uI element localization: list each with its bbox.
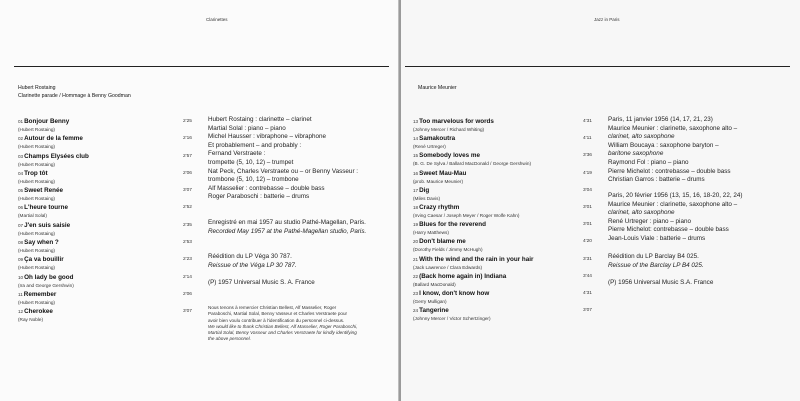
track-row [413, 290, 601, 307]
track-row [18, 187, 198, 204]
text-line: Paraboschi, Martial Solal, Benny Vasseur et Charles Verstraete pour [208, 311, 348, 317]
text-line: trompette (5, 10, 12) – trumpet [208, 158, 294, 166]
credits-copyright [208, 279, 315, 288]
text-line: René Urtreger : piano – piano [608, 217, 691, 225]
track-composer: (Hubert Rostaing) [18, 178, 55, 184]
track-row [413, 307, 601, 324]
track-row [18, 274, 198, 291]
track-number: 14 [413, 136, 419, 142]
text-line: Enregistré en mai 1957 au studio Pathé-Magellan, Paris. [208, 219, 366, 226]
track-duration: 2'57 [183, 153, 192, 159]
track-number: 23 [413, 290, 419, 296]
track-row [413, 152, 601, 169]
track-title-line [18, 153, 198, 161]
text-line: Hubert Rostaing : clarinette – clarinet [208, 116, 312, 123]
track-title-line [18, 274, 198, 282]
track-title-line [18, 256, 198, 264]
track-title-line [413, 204, 601, 212]
track-duration: 3'01 [583, 222, 592, 228]
track-composer: (Ballard MacDonald) [413, 281, 456, 287]
track-number: 12 [18, 309, 24, 315]
track-title: (Back home again in) Indiana [419, 272, 507, 280]
track-title: Trop tôt [24, 169, 48, 177]
text-line: Martial Solal : piano – piano [208, 124, 286, 132]
text-line: Christian Garros : batterie – drums [608, 176, 705, 184]
track-number: 08 [18, 240, 24, 246]
track-duration: 2'16 [183, 136, 192, 142]
track-number: 19 [413, 222, 419, 228]
track-number: 18 [413, 204, 419, 210]
track-title-line [18, 135, 198, 143]
track-title-line [413, 170, 601, 178]
right-page [401, 0, 800, 401]
track-title: Champs Elysées club [24, 152, 89, 160]
text-line: Et probablement – and probably : [208, 141, 302, 149]
track-title: L'heure tourne [24, 204, 68, 212]
track-composer: (Hubert Rostaing) [18, 161, 55, 167]
track-title: Cherokee [24, 308, 53, 316]
text-line: Maurice Meunier : clarinette, saxophone alto – [608, 200, 738, 208]
text-line: Martial Solal, Benny Vasseur and Charles Verstraete for kindly identifying [208, 330, 357, 336]
track-title: Remember [23, 290, 57, 298]
track-composer: (Johnny Mercer / Richard Whiting) [413, 127, 485, 132]
track-number: 01 [18, 119, 24, 124]
track-composer: (Hubert Rostaing) [18, 265, 55, 271]
track-title-line [413, 118, 601, 126]
text-line: Alf Masselier : contrebasse – double bass [208, 184, 325, 192]
track-title-line [18, 222, 198, 230]
running-head: Clarinettes [206, 17, 228, 22]
credits-reissue [608, 253, 704, 270]
track-row [18, 153, 198, 170]
track-duration: 4'11 [583, 136, 592, 142]
track-row [413, 238, 601, 255]
text-line: Fernand Verstraete : [208, 150, 266, 158]
text-line: clarinet, alto saxophone [608, 209, 675, 217]
track-title: Dig [419, 186, 430, 194]
text-line: Maurice Meunier : clarinette, saxophone alto – [608, 124, 738, 132]
track-duration: 3'36 [583, 153, 592, 159]
track-number: 09 [18, 257, 24, 263]
track-composer: (Ira and George Gershwin) [18, 282, 74, 288]
track-duration: 2'53 [183, 240, 192, 246]
track-title-line [18, 239, 198, 247]
track-title-line [413, 307, 601, 315]
track-composer: (Hubert Rostaing) [18, 248, 55, 254]
track-composer: (Hubert Rostaing) [18, 144, 55, 150]
track-title-line [413, 273, 601, 281]
track-duration: 3'04 [583, 187, 592, 193]
text-line: Reissue of the Véga LP 30 787. [208, 261, 297, 269]
track-duration: 2'14 [183, 274, 192, 280]
track-duration: 2'25 [183, 119, 192, 124]
track-title-line [18, 204, 198, 212]
acknowledgements [208, 305, 357, 343]
track-title: Blues for the reverend [419, 221, 486, 229]
track-duration: 2'52 [183, 205, 192, 211]
text-line: Pierre Michelot : contrebasse – double bass [608, 167, 731, 175]
track-row [413, 170, 601, 187]
track-row [413, 273, 601, 290]
track-title-line [413, 135, 601, 143]
text-line: Réédition du LP Véga 30 787. [208, 253, 292, 260]
track-title: Sweet Mau-Mau [419, 169, 467, 177]
track-row [18, 135, 198, 152]
text-line: (P) 1956 Universal Music S.A. France [608, 279, 714, 286]
header-rule [14, 66, 389, 67]
text-line: Réédition du LP Barclay B4 025. [608, 253, 699, 260]
track-duration: 2'35 [183, 222, 192, 228]
track-title-line [413, 187, 601, 195]
track-duration: 4'20 [583, 239, 592, 245]
track-title: Somebody loves me [419, 152, 481, 160]
track-title: Oh lady be good [24, 273, 74, 281]
track-row [18, 256, 198, 273]
track-composer: (Irving Caesar / Joseph Meyer / Roger Wolfe Kahn) [413, 212, 520, 218]
track-number: 16 [413, 170, 419, 176]
track-title-line [18, 187, 198, 195]
track-number: 07 [18, 222, 24, 228]
track-title: Ça va bouillir [24, 256, 64, 264]
track-duration: 2'06 [183, 291, 192, 297]
track-row [18, 118, 198, 135]
track-row [413, 135, 601, 152]
track-row [413, 187, 601, 204]
text-line: Jean-Louis Viale : batterie – drums [608, 234, 706, 242]
track-composer: (Dorothy Fields / Jimmy McHugh) [413, 247, 483, 253]
track-duration: 2'06 [183, 170, 192, 176]
track-number: 10 [18, 274, 24, 280]
track-duration: 3'44 [583, 273, 592, 279]
track-composer: (Jack Lawrence / Clara Edwards) [413, 264, 483, 270]
track-title-line [413, 238, 601, 246]
track-duration: 3'07 [183, 309, 192, 315]
track-title: Say when ? [24, 239, 59, 247]
text-line: Paris, 11 janvier 1956 (14, 17, 21, 23) [608, 116, 713, 123]
track-number: 21 [413, 256, 419, 262]
track-number: 05 [18, 188, 24, 194]
track-composer: (Hubert Rostaing) [18, 230, 55, 236]
track-duration: 2'23 [183, 257, 192, 263]
text-line: Raymond Fol : piano – piano [608, 158, 689, 166]
track-composer: (Harry Matthews) [413, 230, 449, 236]
text-line: clarinet, alto saxophone [608, 133, 675, 141]
credits-reissue [208, 253, 297, 270]
text-line: the above personnel. [208, 336, 251, 342]
track-number: 24 [413, 308, 419, 314]
track-composer: (René Urtreger) [413, 144, 446, 150]
track-duration: 4'31 [583, 290, 592, 296]
track-title-line [413, 221, 601, 229]
track-title: Autour de la femme [24, 135, 83, 143]
track-title: With the wind and the rain in your hair [419, 255, 534, 263]
track-composer: (Hubert Rostaing) [18, 196, 55, 202]
track-number: 22 [413, 273, 419, 279]
track-number: 03 [18, 153, 24, 159]
track-composer: (Johnny Mercer / Victor Schertzinger) [413, 316, 491, 322]
track-title-line [413, 152, 601, 160]
tracklist [18, 118, 198, 326]
track-row [18, 308, 198, 325]
track-row [18, 239, 198, 256]
track-duration: 3'07 [583, 308, 592, 314]
text-line: trombone (5, 10, 12) – trombone [208, 176, 299, 184]
tracklist [413, 118, 601, 324]
track-number: 17 [413, 187, 419, 193]
text-line: Reissue of the Barclay LP B4 025. [608, 261, 704, 269]
track-number: 06 [18, 205, 24, 211]
text-line: avoir bien voulu contribuer à l'identification du personnel ci-dessus. [208, 317, 345, 323]
track-row [18, 291, 198, 308]
credits-copyright [608, 279, 713, 288]
track-composer: (Hubert Rostaing) [18, 299, 55, 305]
section-title: Hubert Rostaing [18, 85, 56, 91]
track-number: 02 [18, 136, 24, 142]
track-title: I know, don't know how [419, 289, 490, 297]
track-title-line [413, 256, 601, 264]
track-composer: (Hubert Rostaing) [18, 127, 55, 132]
track-title: J'en suis saisie [24, 221, 71, 229]
track-title: Bonjour Benny [24, 118, 70, 125]
track-duration: 4'31 [583, 119, 592, 124]
track-title-line [18, 291, 198, 299]
track-number: 15 [413, 153, 419, 159]
track-composer: (prob. Maurice Meunier) [413, 178, 464, 184]
track-composer: (Ray Noble) [18, 317, 44, 323]
track-composer: (Gerry Mulligan) [413, 298, 447, 304]
track-title-line [18, 118, 198, 126]
section-title: Maurice Meunier [418, 85, 457, 91]
track-title: Samakoutra [419, 135, 456, 143]
track-composer: (Miles Davis) [413, 195, 441, 201]
track-row [413, 204, 601, 221]
track-composer: (B. G. De Sylva / Ballard MacDonald / George Gershwin) [413, 161, 532, 167]
credits-session-2 [608, 192, 742, 244]
text-line: We would like to thank Christian Bellest, Alf Masselier, Roger Paraboschi, [208, 323, 358, 329]
text-line: baritone saxophone [608, 150, 664, 158]
text-line: Pierre Michelot: contrebasse – double bass [608, 226, 729, 234]
text-line: Nous tenons à remercier Christian Bellest, Alf Masselier, Roger [208, 305, 337, 310]
track-title-line [18, 170, 198, 178]
track-row [18, 222, 198, 239]
track-number: 13 [413, 119, 419, 124]
track-title: Don't blame me [419, 238, 466, 246]
track-duration: 3'31 [583, 256, 592, 262]
credits-session-1 [608, 116, 737, 185]
track-duration: 4'19 [583, 170, 592, 176]
text-line: William Boucaya : saxophone baryton – [608, 141, 719, 149]
text-line: (P) 1957 Universal Music S. A. France [208, 279, 315, 286]
text-line: Recorded May 1957 at the Pathé-Magellan studio, Paris. [208, 227, 367, 235]
track-title: Sweet Renée [24, 187, 63, 195]
track-row [18, 170, 198, 187]
track-number: 04 [18, 170, 24, 176]
track-duration: 3'07 [183, 188, 192, 194]
track-composer: (Martial Solal) [18, 213, 47, 219]
track-row [413, 118, 601, 135]
track-row [413, 221, 601, 238]
text-line: Michel Hausser : vibraphone – vibraphone [208, 133, 326, 141]
running-head: Jazz in Paris [594, 17, 620, 22]
text-line: Nat Peck, Charles Verstraete ou – or Benny Vasseur : [208, 167, 359, 175]
track-row [413, 256, 601, 273]
credits-personnel [208, 116, 358, 202]
header-rule [405, 66, 790, 67]
track-title: Crazy rhythm [419, 203, 460, 211]
track-duration: 3'01 [583, 204, 592, 210]
credits-recording [208, 219, 366, 236]
track-title-line [413, 290, 601, 298]
text-line: Roger Paraboschi : batterie – drums [208, 193, 310, 201]
track-title: Too marvelous for words [419, 118, 494, 125]
section-subtitle: Clarinette parade / Hommage à Benny Goodman [18, 93, 131, 99]
track-title: Tangerine [419, 307, 449, 315]
text-line: Paris, 20 février 1956 (13, 15, 16, 18-20, 22, 24) [608, 192, 743, 199]
track-row [18, 204, 198, 221]
track-number: 20 [413, 239, 419, 245]
track-number: 11 [18, 291, 23, 297]
left-page [0, 0, 399, 401]
track-title-line [18, 308, 198, 316]
